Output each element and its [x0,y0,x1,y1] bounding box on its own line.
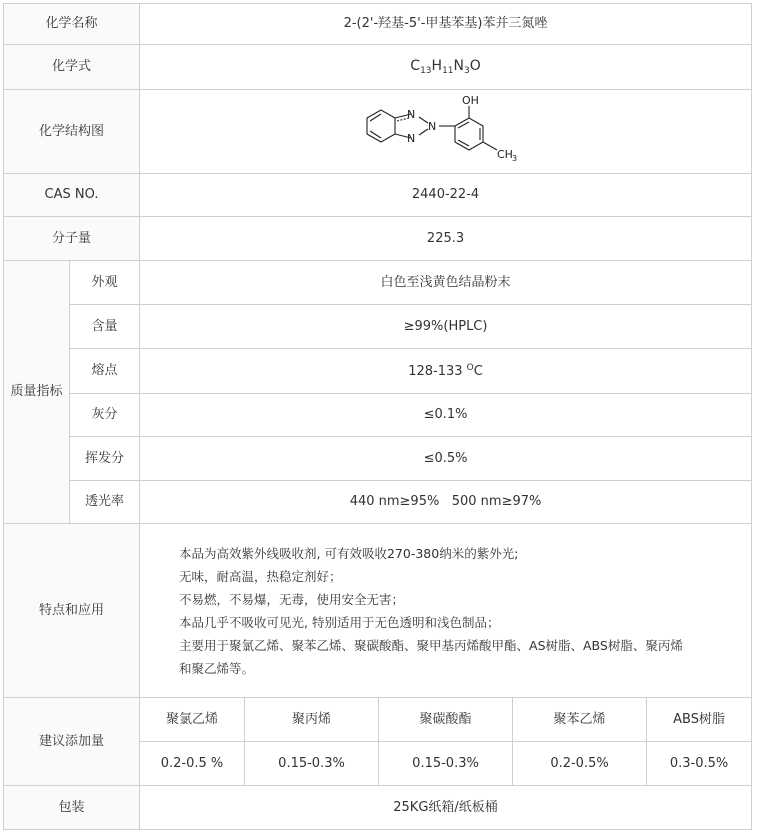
structure-label: 化学结构图 [4,90,140,174]
dosage-value: 0.2-0.5% [513,742,647,786]
row-structure [4,90,752,174]
formula-value [140,45,752,90]
mw-value: 225.3 [140,217,752,261]
row-quality-transmittance [4,481,752,524]
structure-oh: OH [461,93,479,107]
dosage-value: 0.15-0.3% [379,742,513,786]
list-item: 不易燃，不易爆，无毒，使用安全无害； [179,591,405,607]
quality-item-value: 440 nm≥95% 500 nm≥97% [140,481,752,524]
structure-ch-count: 3 [511,153,517,163]
row-packing [4,786,752,830]
mw-label: 分子量 [4,217,140,261]
list-item: 无味，耐高温，热稳定剂好； [179,568,342,584]
quality-item-value [140,349,752,394]
chemical-name-value: 2-(2'-羟基-5'-甲基苯基)苯并三氮唑 [140,4,752,45]
list-item: 和聚乙烯等。 [179,660,255,676]
cas-label: CAS NO. [4,174,140,217]
list-item: 本品为高效紫外线吸收剂, 可有效吸收270-380纳米的紫外光; [179,545,519,561]
row-quality-appearance [4,261,752,305]
row-quality-volatile [4,437,752,481]
dosage-value: 0.15-0.3% [245,742,379,786]
row-quality-content [4,305,752,349]
dosage-header: 聚氯乙烯 [140,698,245,742]
melting-point-degree: O [466,362,474,373]
structure-atom-n1: N [406,107,415,121]
features-list [140,524,752,698]
dosage-header: 聚苯乙烯 [513,698,647,742]
quality-item-value: ≥99%(HPLC) [140,305,752,349]
row-features [4,524,752,698]
formula-label: 化学式 [4,45,140,90]
quality-item-value: ≤0.5% [140,437,752,481]
structure-atom-n3: N [427,119,436,133]
dosage-label: 建议添加量 [4,698,140,786]
structure-ch: CH [496,147,513,161]
quality-item-label: 含量 [70,305,140,349]
packing-value: 25KG纸箱/纸板桶 [140,786,752,830]
row-dosage-headers [4,698,752,742]
list-item: 主要用于聚氯乙烯、聚苯乙烯、聚碳酸酯、聚甲基丙烯酸甲酯、AS树脂、ABS树脂、聚丙烯 [179,637,683,653]
row-quality-melting-point [4,349,752,394]
packing-label: 包装 [4,786,140,830]
melting-point-range: 128-133 [408,363,467,379]
chemical-name-label: 化学名称 [4,4,140,45]
formula-n: N [453,57,464,74]
row-chemical-name [4,4,752,45]
quality-item-label: 挥发分 [70,437,140,481]
formula-n-count: 3 [464,65,470,76]
formula-h-count: 11 [442,65,454,76]
cas-value: 2440-22-4 [140,174,752,217]
dosage-value: 0.3-0.5% [647,742,752,786]
structure-atom-n2: N [406,131,415,145]
row-molecular-weight [4,217,752,261]
row-quality-ash [4,394,752,437]
spec-table [3,3,752,830]
row-formula [4,45,752,90]
melting-point-unit: C [473,363,483,379]
dosage-header: 聚丙烯 [245,698,379,742]
formula-c: C [410,57,421,74]
quality-item-label: 灰分 [70,394,140,437]
quality-group-label: 质量指标 [4,261,70,524]
formula-h: H [431,57,443,74]
dosage-header: 聚碳酸酯 [379,698,513,742]
quality-item-label: 外观 [70,261,140,305]
features-label: 特点和应用 [4,524,140,698]
quality-item-value: 白色至浅黄色结晶粉末 [140,261,752,305]
benzene-ring-right [455,118,483,150]
row-cas [4,174,752,217]
formula-c-count: 13 [420,65,432,76]
formula-o: O [469,57,481,74]
quality-item-value: ≤0.1% [140,394,752,437]
dosage-value: 0.2-0.5 % [140,742,245,786]
structure-diagram [351,92,541,172]
structure-cell [140,90,752,174]
dosage-header: ABS树脂 [647,698,752,742]
list-item: 本品几乎不吸收可见光, 特别适用于无色透明和浅色制品； [179,614,500,630]
quality-item-label: 透光率 [70,481,140,524]
benzene-ring-left [367,110,395,142]
quality-item-label: 熔点 [70,349,140,394]
